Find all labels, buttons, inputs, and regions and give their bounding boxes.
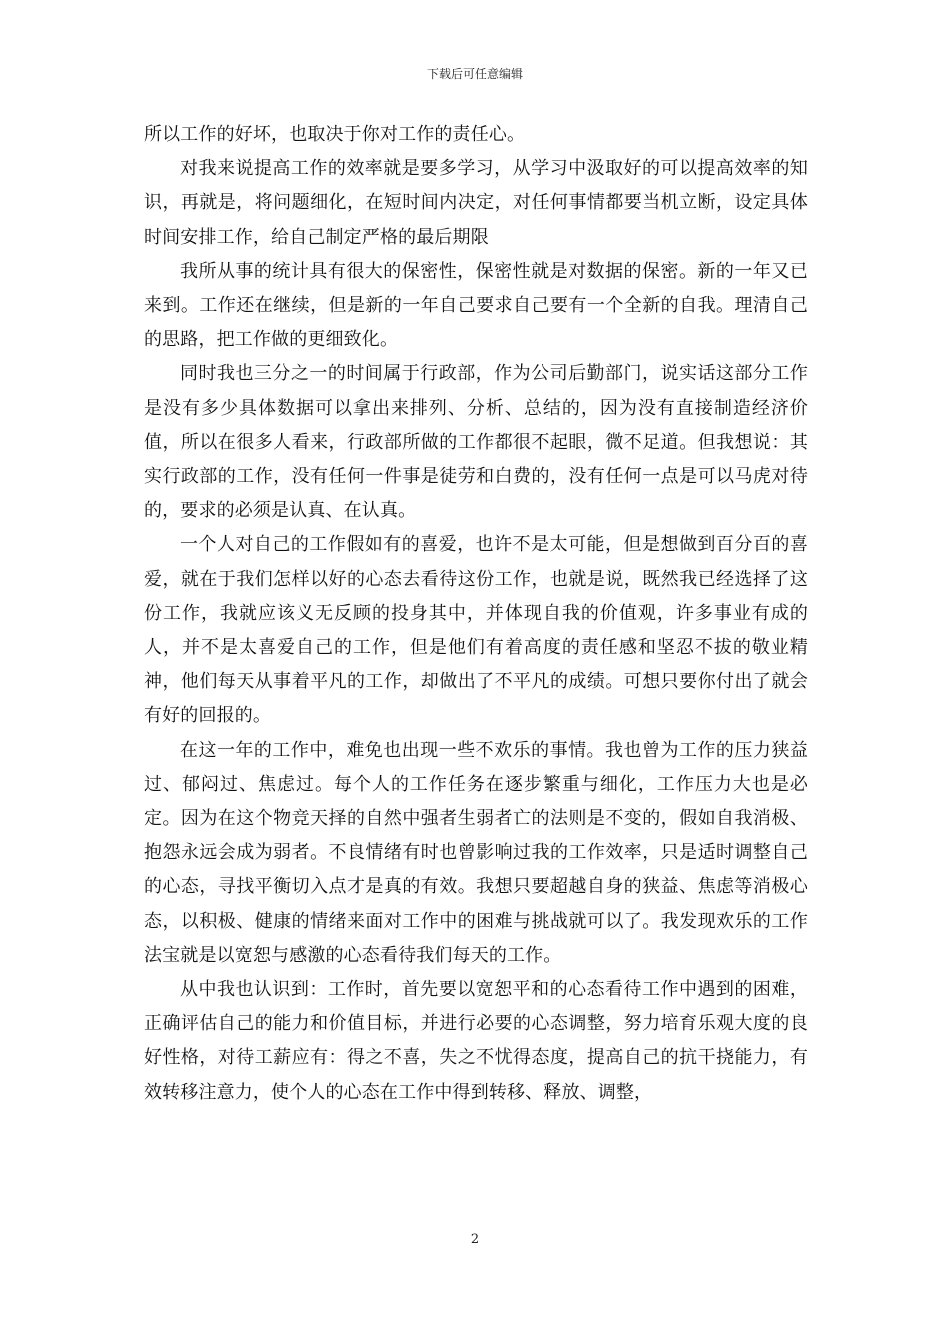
paragraph: 对我来说提高工作的效率就是要多学习，从学习中汲取好的可以提高效率的知识，再就是，将问题细化，在短时间内决定，对任何事情都要当机立断，设定具体时间安排工作，给自己制定严格的最后期限 <box>144 158 808 248</box>
page-header: 下载后可任意编辑 <box>426 67 523 81</box>
paragraph: 所以工作的好坏，也取决于你对工作的责任心。 <box>144 124 526 145</box>
page-number: 2 <box>470 1232 480 1247</box>
paragraph: 我所从事的统计具有很大的保密性，保密性就是对数据的保密。新的一年又已来到。工作还在继续，但是新的一年自己要求自己要有一个全新的自我。理清自己的思路，把工作做的更细致化。 <box>144 260 808 351</box>
paragraph: 在这一年的工作中，难免也出现一些不欢乐的事情。我也曾为工作的压力狭益过、郁闷过、焦虑过。每个人的工作任务在逐步繁重与细化，工作压力大也是必定。因为在这个物竞天择的自然中强者生弱者亡的法则是不变的，假如自我消极、抱怨永远会成为弱者。不良情绪有时也曾影响过我的工作效率，只是适时调整自己的心态，寻找平衡切入点才是真的有效。我想只要超越自身的狭益、焦虑等消极心态，以积极、健康的情绪来面对工作中的困难与挑战就可以了。我发现欢乐的工作法宝就是以宽恕与感激的心态看待我们每天的工作。 <box>144 739 808 966</box>
document-body <box>144 118 808 1110</box>
paragraph: 同时我也三分之一的时间属于行政部，作为公司后勤部门，说实话这部分工作是没有多少具体数据可以拿出来排列、分析、总结的，因为没有直接制造经济价值，所以在很多人看来，行政部所做的工作都很不起眼，微不足道。但我想说：其实行政部的工作，没有任何一件事是徒劳和白费的，没有任何一点是可以马虎对待的，要求的必须是认真、在认真。 <box>144 363 808 522</box>
paragraph: 一个人对自己的工作假如有的喜爱，也许不是太可能，但是想做到百分百的喜爱，就在于我们怎样以好的心态去看待这份工作，也就是说，既然我已经选择了这份工作，我就应该义无反顾的投身其中，并体现自我的价值观，许多事业有成的人，并不是太喜爱自己的工作，但是他们有着高度的责任感和坚忍不拔的敬业精神，他们每天从事着平凡的工作，却做出了不平凡的成绩。可想只要你付出了就会有好的回报的。 <box>144 534 808 727</box>
paragraph: 从中我也认识到：工作时，首先要以宽恕平和的心态看待工作中遇到的困难，正确评估自己的能力和价值目标，并进行必要的心态调整，努力培育乐观大度的良好性格，对待工薪应有：得之不喜，失之不忧得态度，提高自己的抗干挠能力，有效转移注意力，使个人的心态在工作中得到转移、释放、调整， <box>144 979 808 1103</box>
